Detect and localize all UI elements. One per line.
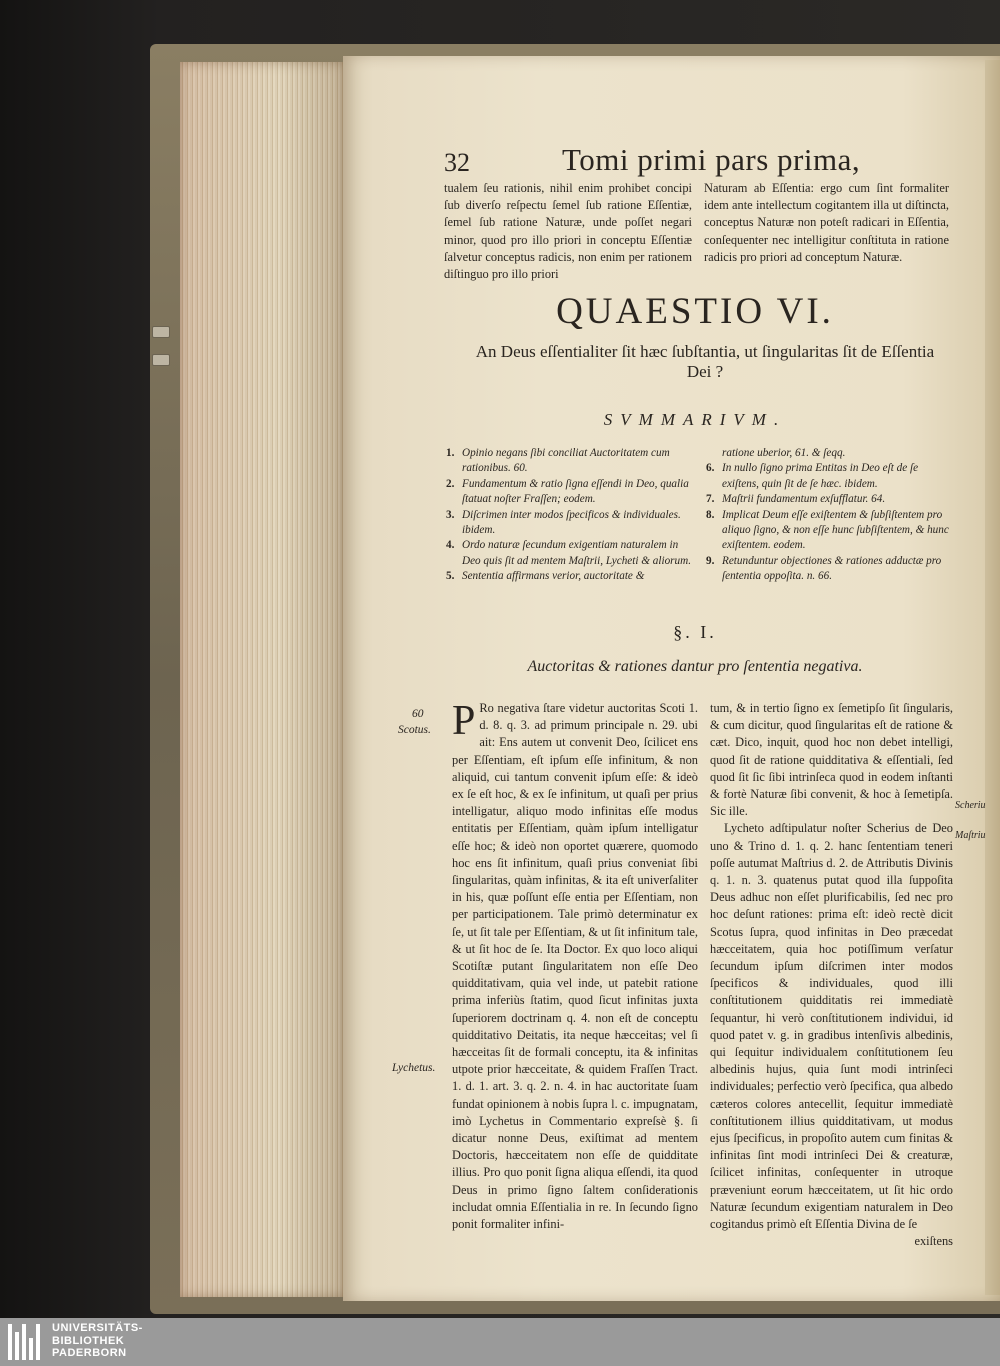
library-name-line-1: UNIVERSITÄTS- xyxy=(52,1322,143,1334)
summary-item-text: Ordo naturæ ſecundum exigentiam naturalem in Deo quis ſit ad mentem Maſtrii, Lycheti & aliorum. xyxy=(462,539,691,567)
summary-item-text: Opinio negans ſibi conciliat Auctoritatem cum rationibus. 60. xyxy=(462,447,670,475)
library-logo-icon xyxy=(8,1324,46,1360)
summary-item xyxy=(706,492,950,507)
margin-note-60: 60 xyxy=(412,708,424,720)
summary-item xyxy=(446,477,696,508)
summary-item xyxy=(446,508,696,539)
summary-item-text: In nullo ſigno prima Entitas in Deo eſt de ſe exiſtens, quin ſit de ſe hæc. ibidem. xyxy=(722,462,919,490)
summary-item-text: ratione uberior, 61. & ſeqq. xyxy=(722,447,846,459)
summary-item-number: 7. xyxy=(706,493,715,506)
body-right-paragraph-2: Lycheto adſtipulatur noſter Scherius de Deo uno & Trino d. 1. q. 2. hanc ſententiam teneri poſſe autumat Maſtrius d. 2. de Attributis Divinis q. 1. n. 3. quatenus putat quod illa ſuppoſita Deus adhuc non eſſet plurificabilis, ſed nec pro hoc deſunt rationes: prima eſt: ideò rectè dicit Scotus ſupra, quod infinitas in Deo præcedat hæcceitatem, quia hoc potiſſimum verſatur ſecundum ipſum diſcrimen inter modos ſpecificos & individuales, quod illi conſtitutionem quidditatis rei immediatè ſequantur, hi verò conſtitutionem individui, id quod patet v. g. in gradibus intenſivis albedinis, qui ſequitur individualem conſtitutionem ſeu albedinis hujus, quia ſunt modi intrinſeci individuales; perfectio verò ſpecifica, qua albedo cæteros colores antecellit, ſequitur immediatè conſtitutionem illius quidditativam, ut modus ejus ſpecificus, in propoſito autem cum finitas & infinitas ſint modi intrinſeci Dei & creaturæ, ſcilicet infinitas, conſequenter in utroque præveniunt eorum hæcceitatem, ut ſit hic ordo Naturæ ſecundum exigentiam naturalem in Deo cogitandus primò eſt Eſſentia Divina de ſe xyxy=(710,821,953,1232)
summary-item-number xyxy=(706,446,722,461)
top-left-paragraph: tualem ſeu rationis, nihil enim prohibet concipi ſub diverſo reſpectu ſemel ſub ratione Eſſentiæ, ſemel ſub ratione Naturæ, unde poſſet negari minor, quod pro illo priori in conceptu Eſſentiæ ſalvetur conceptus radicis, non enim per rationem diſtinguo pro illo priori xyxy=(444,181,692,282)
facing-page-edge xyxy=(985,60,1000,1295)
summary-item-text: Diſcrimen inter modos ſpecificos & individuales. ibidem. xyxy=(462,508,681,537)
library-footer xyxy=(0,1318,1000,1366)
catchword: exiſtens xyxy=(914,1234,953,1249)
section-heading: Auctoritas & rationes dantur pro ſententia negativa. xyxy=(527,658,863,675)
section-mark: §. I. xyxy=(673,622,717,642)
summary-item-number: 5. xyxy=(446,570,455,583)
question-title: QUAESTIO VI. xyxy=(556,291,834,332)
summary-item-text: Sententia affirmans verior, auctoritate & xyxy=(462,570,645,583)
summary-item xyxy=(706,554,950,585)
summary-item-number: 8. xyxy=(706,508,715,521)
clasp-upper xyxy=(152,326,170,338)
top-text-left xyxy=(444,180,692,283)
library-name-line-2: BIBLIOTHEK xyxy=(52,1334,125,1347)
summary-item-number: 2. xyxy=(446,477,455,490)
body-text-right xyxy=(710,700,953,1251)
library-name xyxy=(52,1322,143,1360)
drop-cap: P xyxy=(452,698,476,744)
margin-note-scotus: Scotus. xyxy=(398,724,431,736)
page-number: 32 xyxy=(444,148,470,177)
margin-note-scherius: Scheriu xyxy=(955,800,986,811)
summary-item xyxy=(706,461,950,492)
summary-item-number: 9. xyxy=(706,554,715,567)
summary-item xyxy=(446,569,696,584)
summary-item xyxy=(446,446,696,477)
summary-item-number: 1. xyxy=(446,447,455,459)
top-right-paragraph: Naturam ab Eſſentia: ergo cum ſint formaliter idem ante intellectum cogitantem illa ut diſtincta, conceptus Naturæ non poteſt radicari in Eſſentia, conſequenter nec intelligitur conſtituta in ratione radicis pro priori ad conceptum Naturæ. xyxy=(704,181,949,264)
margin-note-mastrius: Maſtriu xyxy=(955,830,986,841)
summarium-left xyxy=(446,446,696,585)
body-left-text: Ro negativa ſtare videtur auctoritas Scoti 1. d. 8. q. 3. ad primum principale n. 29. ubi ait: Ens autem ut convenit Deo, ſcilicet ens per Eſſentiam, eſt ipſum eſſe infinitum, & non aliquid, cui tantum convenit ipſum eſſe: & ideò ex ſe eſt hoc, & ex ſe infinitum, ut quaſi per prius intelligatur, aliquo modo infinitas eſſe modus entitatis per Eſſentiam, quàm ipſum intelligatur eſſe hoc; & ideò non oportet quærere, quomodo hoc ens ſit infinitum, quaſi prius conveniat ſibi ſingularitas, quàm infinitas, & ita eſt univerſaliter in his, quæ poſſunt eſſe entia per Eſſentiam, non per participationem. Tale primò determinatur ex ſe, ut ſit tale per Eſſentiam, & ut ſit infinitum tale, & ut ſit hoc de ſe. Ita Doctor. Ex quo loco aliqui Scotiſtæ putant ſingularitatem non eſſe Deo quidditativam, quia vel inde, ut patebit ratione prima inferiùs ſtatim, quod ſicut infinitas juxta ſuperiorem doctrinam q. 4. non eſt de conceptu quidditativo Deitatis, ita neque hæcceitas; vel ſi hæcceitas ſit de formali conceptu, ita & infinitas utpote prior hæcceitate, & quidem Fraſſen Tract. 1. d. 1. art. 3. q. 2. n. 4. in hac auctoritate ſuam fundat opinionem à nobis ſupra l. c. impugnatam, imò Lychetus in Commentario expreſsè §. ſi dicatur nonne Deus, exiſtimat ad mentem Doctoris, hæcceitatem non eſſe de quidditate illius. Pro quo ponit ſigna aliqua eſſendi, ita quod Deus in primo ſigno ſaltem conſiderationis includat omnia Eſſentialia in re. In ſecundo ſigno ponit formaliter infini- xyxy=(452,701,698,1232)
body-text-left xyxy=(452,700,698,1233)
page-edges xyxy=(180,62,345,1297)
body-right-paragraph-1: tum, & in tertio ſigno ex ſemetipſo ſit ſingularis, & cum dicitur, quod ſingularitas eſt de ratione & cæt. Dico, inquit, quod hoc non debet intelligi, quod ſit de ratione quidditativa & eſſentiali, ſed quod ſit ſic ſibi intrinſeca quod in eodem inſtanti & fortè Naturæ ſibi convenit, & hoc à ſemetipſa. Sic ille. xyxy=(710,701,953,819)
margin-note-lychetus: Lychetus. xyxy=(392,1062,436,1074)
summary-item xyxy=(446,538,696,569)
summarium-right xyxy=(706,446,950,585)
summary-item-text: Fundamentum & ratio ſigna eſſendi in Deo, qualia ſtatuat noſter Fraſſen; eodem. xyxy=(462,477,689,506)
question-subtitle: An Deus eſſentialiter ſit hæc ſubſtantia, ut ſingularitas ſit de Eſſentia Dei ? xyxy=(475,342,935,381)
summary-item-number: 6. xyxy=(706,462,715,475)
summary-item-text: Retunduntur objectiones & rationes adductæ pro ſententia oppoſita. n. 66. xyxy=(722,554,942,583)
summarium-heading: SVMMARIVM. xyxy=(603,410,787,429)
library-name-line-3: PADERBORN xyxy=(52,1347,127,1359)
clasp-lower xyxy=(152,354,170,366)
body-left-paragraph xyxy=(452,700,698,1233)
summary-item xyxy=(706,508,950,554)
summary-item xyxy=(706,446,950,461)
summary-item-text: Implicat Deum eſſe exiſtentem & ſubſiſtentem pro aliquo ſigno, & non eſſe hunc ſubſiſtentem, & hunc exiſtentem. eodem. xyxy=(722,508,949,552)
summary-item-text: Maſtrii fundamentum exſufflatur. 64. xyxy=(722,493,886,506)
summary-item-number: 4. xyxy=(446,539,455,552)
running-head: Tomi primi pars prima, xyxy=(562,142,861,177)
summary-item-number: 3. xyxy=(446,508,455,521)
top-text-right xyxy=(704,180,949,266)
